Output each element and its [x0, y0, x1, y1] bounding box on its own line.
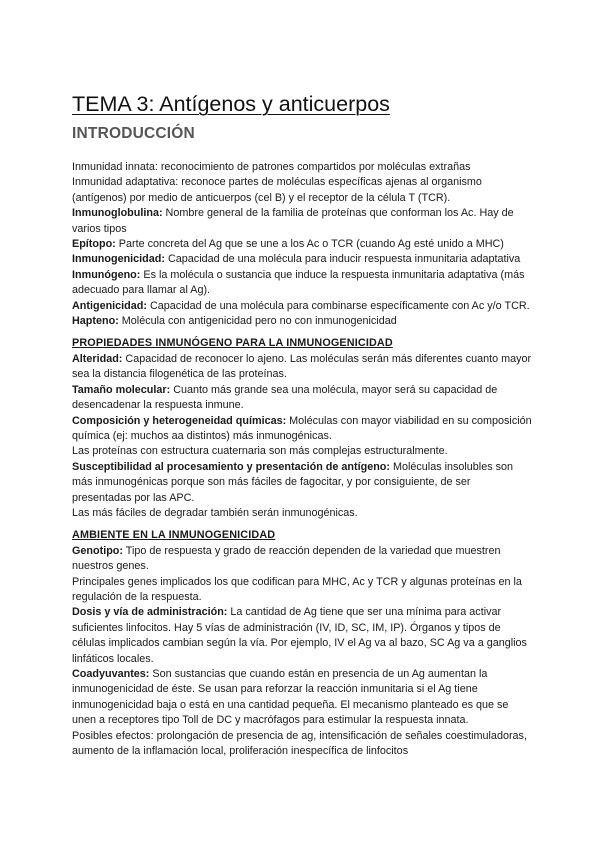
definition-inmunogeno: Inmunógeno: Es la molécula o sustancia que induce la respuesta inmunitaria adaptativa (más adecuado para llamar al Ag).	[72, 268, 525, 297]
definition-inmunogenicidad: Inmunogenicidad: Capacidad de una molécula para inducir respuesta inmunitaria adaptativa	[72, 253, 521, 266]
list-item: Principales genes implicados los que codifican para MHC, Ac y TCR y algunas proteínas en la regulación de la respuesta.	[72, 575, 522, 603]
section-heading-ambiente: AMBIENTE EN LA INMUNOGENICIDAD	[72, 529, 276, 542]
list-item: Genotipo: Tipo de respuesta y grado de reacción dependen de la variedad que muestren nuestros genes.	[72, 544, 501, 573]
propiedades-list	[72, 352, 532, 521]
section-subtitle: INTRODUCCIÓN	[72, 125, 195, 142]
list-item: Tamaño molecular: Cuanto más grande sea una molécula, mayor será su capacidad de desencadenar la respuesta inmune.	[72, 383, 498, 412]
ambiente-list	[72, 544, 532, 760]
list-item: Composición y heterogeneidad químicas: Moléculas con mayor viabilidad en su composición química (ej: muchos aa distintos) más inmunogénicas.	[72, 414, 532, 442]
list-item: Posibles efectos: prolongación de presencia de ag, intensificación de señales coestimuladoras, aumento de la inflamación local, proliferación inespecífica de linfocitos	[72, 729, 527, 758]
definition-inmunoglobulina: Inmunoglobulina: Nombre general de la familia de proteínas que conforman los Ac. Hay de varios tipos	[72, 207, 514, 235]
section-heading-propiedades: PROPIEDADES INMUNÓGENO PARA LA INMUNOGENICIDAD	[72, 337, 393, 350]
list-item: Dosis y vía de administración: La cantidad de Ag tiene que ser una mínima para activar suficientes linfocitos. Hay 5 vías de administración (IV, ID, SC, IM, IP). Órganos y tipos de células implicados cambian según la vía. Por ejemplo, IV el Ag va al bazo, SC Ag va a ganglios linfáticos locales.	[72, 606, 527, 665]
list-item: Coadyuvantes: Son sustancias que cuando están en presencia de un Ag aumentan la inmunogenicidad de éste. Se usan para reforzar la reacción inmunitaria si el Ag tiene inmunogenicidad baja o está en una cantidad pequeña. El mecanismo planteado es que se unen a receptores tipo Toll de DC y macrófagos para estimular la respuesta innata.	[72, 668, 509, 727]
page-title: TEMA 3: Antígenos y anticuerpos	[72, 92, 390, 116]
definition-antigenicidad: Antigenicidad: Capacidad de una molécula para combinarse específicamente con Ac y/o TCR.	[72, 299, 530, 312]
intro-paragraph: Inmunidad innata: reconocimiento de patrones compartidos por moléculas extrañas	[72, 161, 471, 173]
list-item: Alteridad: Capacidad de reconocer lo ajeno. Las moléculas serán más diferentes cuanto mayor sea la distancia filogenética de las proteínas.	[72, 352, 532, 381]
list-item: Susceptibilidad al procesamiento y presentación de antígeno: Moléculas insolubles son más inmunogénicas porque son más fáciles de fagocitar, y por consiguiente, de ser presentadas por las APC.	[72, 460, 514, 504]
intro-list	[72, 160, 532, 329]
definition-epitopo: Epítopo: Parte concreta del Ag que se une a los Ac o TCR (cuando Ag esté unido a MHC)	[72, 238, 504, 251]
list-item: Las más fáciles de degradar también serán inmunogénicas.	[72, 506, 358, 519]
document-body	[72, 160, 532, 759]
definition-hapteno: Hapteno: Molécula con antigenicidad pero no con inmunogenicidad	[72, 315, 397, 328]
list-item: Las proteínas con estructura cuaternaria son más complejas estructuralmente.	[72, 445, 448, 458]
intro-paragraph: Inmunidad adaptativa: reconoce partes de moléculas específicas ajenas al organismo (antígenos) por medio de anticuerpos (cel B) y el receptor de la célula T (TCR).	[72, 176, 482, 204]
